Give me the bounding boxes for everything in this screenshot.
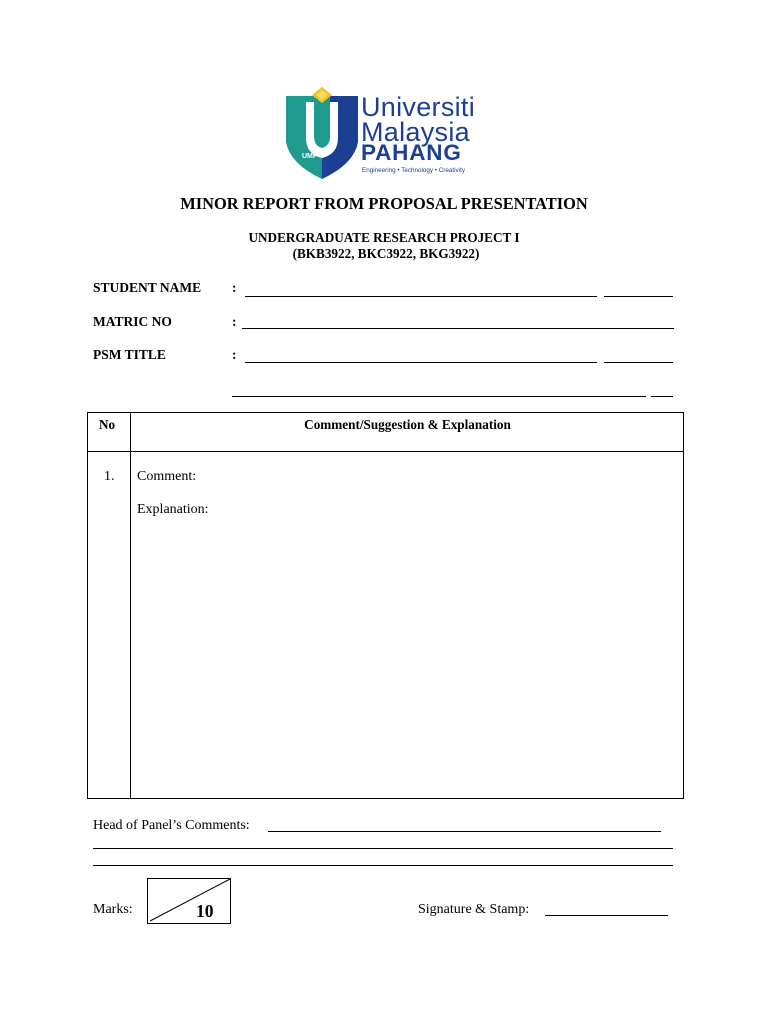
course-title: UNDERGRADUATE RESEARCH PROJECT I	[248, 230, 520, 245]
logo-universiti: Universiti	[361, 92, 476, 122]
matric-no-colon: :	[232, 314, 237, 329]
head-of-panel-line-3[interactable]	[93, 865, 673, 866]
page-title: MINOR REPORT FROM PROPOSAL PRESENTATION	[180, 194, 588, 213]
student-name-field-line[interactable]	[245, 296, 597, 297]
logo-malaysia: Malaysia	[361, 117, 470, 147]
table-header-divider	[88, 451, 683, 452]
logo-tagline: Engineering • Technology • Creativity	[362, 167, 466, 174]
comment-entry-area[interactable]	[218, 467, 673, 767]
explanation-label: Explanation:	[137, 502, 209, 517]
head-of-panel-line-2[interactable]	[93, 848, 673, 849]
comment-label: Comment:	[137, 469, 197, 484]
student-name-field-line-end[interactable]	[604, 296, 673, 297]
student-name-colon: :	[232, 280, 237, 295]
psm-title-field-line[interactable]	[245, 362, 597, 363]
psm-title-label: PSM TITLE	[93, 347, 166, 362]
psm-title-field-line-end[interactable]	[604, 362, 673, 363]
psm-title-field-line-2[interactable]	[232, 396, 646, 397]
signature-stamp-label: Signature & Stamp:	[418, 902, 530, 917]
signature-line[interactable]	[545, 915, 668, 916]
marks-total: 10	[196, 901, 214, 921]
logo-pahang: PAHANG	[361, 140, 462, 165]
comment-table	[87, 412, 684, 799]
row-number: 1.	[104, 469, 115, 484]
marks-label: Marks:	[93, 902, 133, 917]
table-column-divider	[130, 413, 131, 798]
head-of-panel-label: Head of Panel’s Comments:	[93, 818, 250, 833]
shield-text: UMP	[302, 153, 318, 160]
psm-title-colon: :	[232, 347, 237, 362]
table-header-no: No	[99, 417, 116, 432]
marks-box[interactable]	[147, 878, 231, 924]
head-of-panel-line-1[interactable]	[268, 831, 661, 832]
student-name-label: STUDENT NAME	[93, 280, 202, 295]
marks-diagonal	[148, 879, 230, 923]
table-header-comment: Comment/Suggestion & Explanation	[304, 417, 511, 432]
course-codes: (BKB3922, BKC3922, BKG3922)	[292, 246, 480, 261]
psm-title-field-line-2-end[interactable]	[651, 396, 673, 397]
matric-no-label: MATRIC NO	[93, 314, 172, 329]
matric-no-field-line[interactable]	[242, 328, 674, 329]
